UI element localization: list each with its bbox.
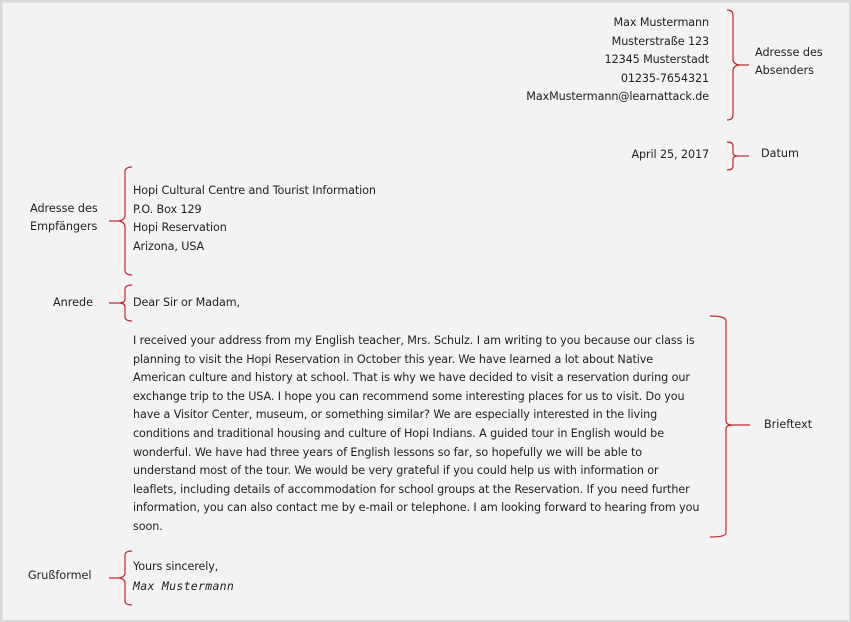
body-line: American culture and history at school. That is why we have decided to visit a reservation during our — [133, 371, 690, 385]
sender-email: MaxMustermann@learnattack.de — [526, 90, 709, 104]
sender-annotation: Adresse des Absenders — [755, 46, 823, 77]
sender-phone: 01235-7654321 — [620, 71, 709, 85]
signature: Max Mustermann — [133, 578, 235, 593]
date-annotation: Datum — [761, 147, 799, 160]
body-line: I received your address from my English teacher, Mrs. Schulz. I am writing to you because our class is — [133, 334, 695, 347]
sender-city: 12345 Musterstadt — [604, 53, 709, 67]
salutation-text: Dear Sir or Madam, — [133, 296, 240, 309]
salutation-brace-icon — [106, 284, 136, 322]
recipient-place: Hopi Reservation — [133, 221, 227, 235]
closing-block — [133, 558, 234, 595]
body-brace-icon — [708, 315, 753, 539]
recipient-brace-icon — [106, 166, 136, 276]
body-line: conditions and traditional housing and culture of Hopi Indians. A guided tour in English would be — [133, 426, 664, 440]
closing-text: Yours sincerely, — [133, 560, 219, 573]
letter-page — [2, 2, 849, 620]
closing-annotation: Grußformel — [28, 569, 92, 582]
sender-brace-icon — [725, 9, 755, 121]
sender-address — [409, 14, 709, 107]
recipient-annotation: Adresse des Empfängers — [30, 202, 98, 233]
body-line: have a Visitor Center, museum, or something similar? We are especially interested in the living — [133, 408, 658, 422]
body-line: soon. — [133, 519, 163, 533]
sender-street: Musterstraße 123 — [611, 34, 709, 48]
body-annotation: Brieftext — [764, 418, 813, 431]
body-line: understand most of the tour. We would be very grateful if you could help us with information or — [133, 464, 659, 478]
date-brace-icon — [725, 141, 755, 171]
closing-brace-icon — [106, 550, 136, 606]
body-line: planning to visit the Hopi Reservation in October this year. We have learned a lot about Native — [133, 352, 654, 366]
recipient-country: Arizona, USA — [133, 239, 205, 253]
recipient-pobox: P.O. Box 129 — [133, 202, 202, 216]
recipient-org: Hopi Cultural Centre and Tourist Information — [133, 184, 376, 197]
body-line: leaflets, including details of accommodation for school groups at the Reservation. If you need further — [133, 482, 690, 496]
letter-body — [133, 332, 699, 537]
body-line: wonderful. We have had three years of English lessons so far, so hopefully we will be able to — [133, 445, 643, 459]
body-line: exchange trip to the USA. I hope you can recommend some interesting places for us to visit. Do you — [133, 389, 685, 403]
salutation-annotation: Anrede — [53, 296, 93, 309]
body-line: information, you can also contact me by e-mail or telephone. I am looking forward to hearing from you — [133, 501, 700, 515]
sender-name: Max Mustermann — [613, 16, 709, 29]
letter-date: April 25, 2017 — [631, 148, 709, 161]
recipient-address — [133, 182, 376, 256]
